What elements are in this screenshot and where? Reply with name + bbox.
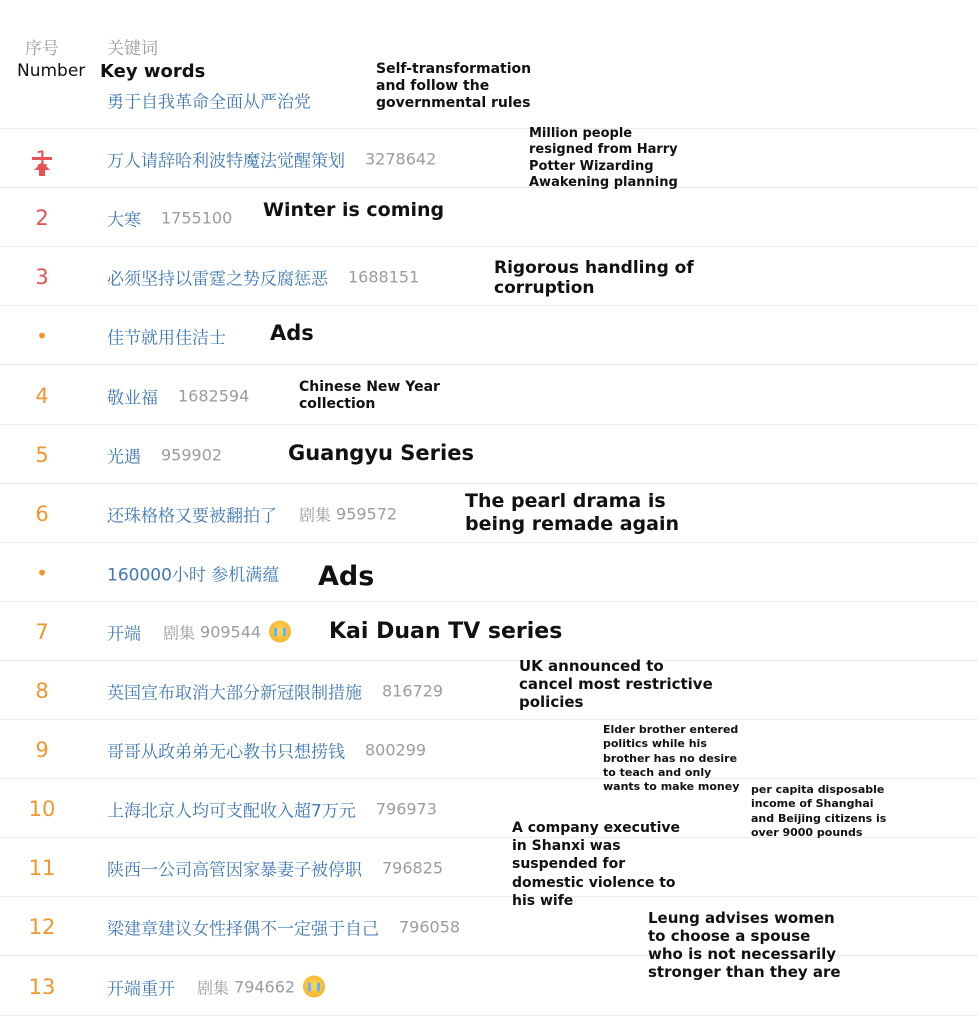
row-divider bbox=[0, 1015, 978, 1016]
keyword-link[interactable]: 英国宣布取消大部分新冠限制措施 bbox=[107, 683, 362, 703]
ad-dot: • bbox=[36, 323, 48, 348]
list-item[interactable] bbox=[0, 247, 978, 306]
rank-number: 10 bbox=[28, 796, 56, 821]
annotation: Leung advises women to choose a spouse who is not necessarily stronger than they are bbox=[648, 909, 841, 981]
list-item[interactable] bbox=[0, 129, 978, 188]
heat-count: 800299 bbox=[365, 740, 427, 759]
heat-count: 959902 bbox=[161, 445, 223, 464]
heat-count: 796973 bbox=[375, 799, 437, 818]
annotation: Million people resigned from Harry Potter Wizarding Awakening planning bbox=[529, 126, 678, 190]
category-tag: 剧集 bbox=[299, 505, 332, 524]
rank-number: 7 bbox=[35, 619, 49, 644]
annotation: Elder brother entered politics while his brother has no desire to teach and only wants to make money bbox=[603, 723, 740, 794]
list-item[interactable] bbox=[0, 366, 978, 425]
annotation: Ads bbox=[318, 561, 375, 592]
ad-dot: • bbox=[36, 560, 48, 585]
category-tag: 剧集 bbox=[197, 978, 230, 997]
heat-count: 796058 bbox=[399, 917, 461, 936]
heat-count: 3278642 bbox=[365, 149, 437, 168]
category-tag: 剧集 bbox=[163, 623, 196, 642]
keyword-link[interactable]: 必须坚持以雷霆之势反腐惩恶 bbox=[107, 269, 328, 289]
annotation: Self-transformation and follow the governmental rules bbox=[376, 61, 532, 111]
rank-number: 4 bbox=[35, 383, 49, 408]
row-divider bbox=[0, 364, 978, 365]
keyword-link[interactable]: 勇于自我革命全面从严治党 bbox=[107, 92, 311, 112]
list-item[interactable] bbox=[0, 661, 978, 720]
heat-count: 1755100 bbox=[161, 208, 233, 227]
keyword-link[interactable]: 佳节就用佳洁士 bbox=[107, 328, 226, 348]
heat-count: 959572 bbox=[336, 504, 398, 523]
annotation: Winter is coming bbox=[263, 199, 445, 221]
list-item[interactable] bbox=[0, 425, 978, 484]
annotation: Guangyu Series bbox=[288, 441, 474, 465]
header-number-cn: 序号 bbox=[25, 39, 59, 59]
header-number-en: Number bbox=[17, 61, 86, 81]
rank-number: 8 bbox=[35, 678, 49, 703]
crying-face-icon bbox=[303, 976, 325, 998]
annotation: Chinese New Year collection bbox=[299, 379, 440, 412]
list-item-ad[interactable] bbox=[0, 306, 978, 365]
rank-number: 1 bbox=[35, 146, 49, 171]
keyword-link[interactable]: 哥哥从政弟弟无心教书只想捞钱 bbox=[107, 742, 345, 762]
keyword-link[interactable]: 还珠格格又要被翻拍了 bbox=[107, 506, 277, 526]
rank-number: 12 bbox=[28, 914, 56, 939]
list-item[interactable] bbox=[0, 188, 978, 247]
keyword-link[interactable]: 光遇 bbox=[107, 447, 141, 467]
crying-face-icon bbox=[269, 621, 291, 643]
heat-count: 794662 bbox=[234, 977, 296, 996]
rank-number: 3 bbox=[35, 264, 49, 289]
rank-number: 5 bbox=[35, 442, 49, 467]
rank-number: 13 bbox=[28, 974, 56, 999]
heat-count: 816729 bbox=[382, 681, 444, 700]
list-item[interactable] bbox=[0, 720, 978, 779]
annotation: per capita disposable income of Shanghai and Beijing citizens is over 9000 pounds bbox=[751, 783, 887, 839]
heat-count: 1682594 bbox=[178, 386, 250, 405]
heat-count: 909544 bbox=[200, 622, 262, 641]
keyword-link[interactable]: 敬业福 bbox=[107, 388, 158, 408]
annotation: Ads bbox=[270, 321, 314, 345]
keyword-link[interactable]: 万人请辞哈利波特魔法觉醒策划 bbox=[107, 151, 345, 171]
keyword-link[interactable]: 陕西一公司高管因家暴妻子被停职 bbox=[107, 860, 362, 880]
rank-number: 9 bbox=[35, 737, 49, 762]
keyword-link[interactable]: 梁建章建议女性择偶不一定强于自己 bbox=[107, 919, 379, 939]
keyword-link[interactable]: 开端 bbox=[107, 624, 141, 644]
keyword-link[interactable]: 上海北京人均可支配收入超7万元 bbox=[107, 801, 356, 821]
rank-number: 2 bbox=[35, 205, 49, 230]
list-item[interactable] bbox=[0, 838, 978, 897]
heat-count: 1688151 bbox=[348, 267, 420, 286]
header-keywords-en: Key words bbox=[100, 61, 206, 82]
annotation: A company executive in Shanxi was suspended for domestic violence to his wife bbox=[512, 820, 681, 909]
rank-number: 6 bbox=[35, 501, 49, 526]
keyword-link[interactable]: 160000小时 参机满蕴 bbox=[107, 565, 280, 585]
rank-number: 11 bbox=[28, 855, 56, 880]
keyword-link[interactable]: 开端重开 bbox=[107, 979, 175, 999]
annotation: The pearl drama is being remade again bbox=[465, 490, 680, 535]
keyword-link[interactable]: 大寒 bbox=[107, 210, 141, 230]
annotation: UK announced to cancel most restrictive policies bbox=[519, 657, 713, 711]
list-item-ad[interactable] bbox=[0, 543, 978, 602]
annotation: Kai Duan TV series bbox=[329, 619, 563, 644]
header-keywords-cn: 关键词 bbox=[107, 39, 158, 59]
annotation: Rigorous handling of corruption bbox=[494, 258, 694, 299]
heat-count: 796825 bbox=[382, 858, 444, 877]
